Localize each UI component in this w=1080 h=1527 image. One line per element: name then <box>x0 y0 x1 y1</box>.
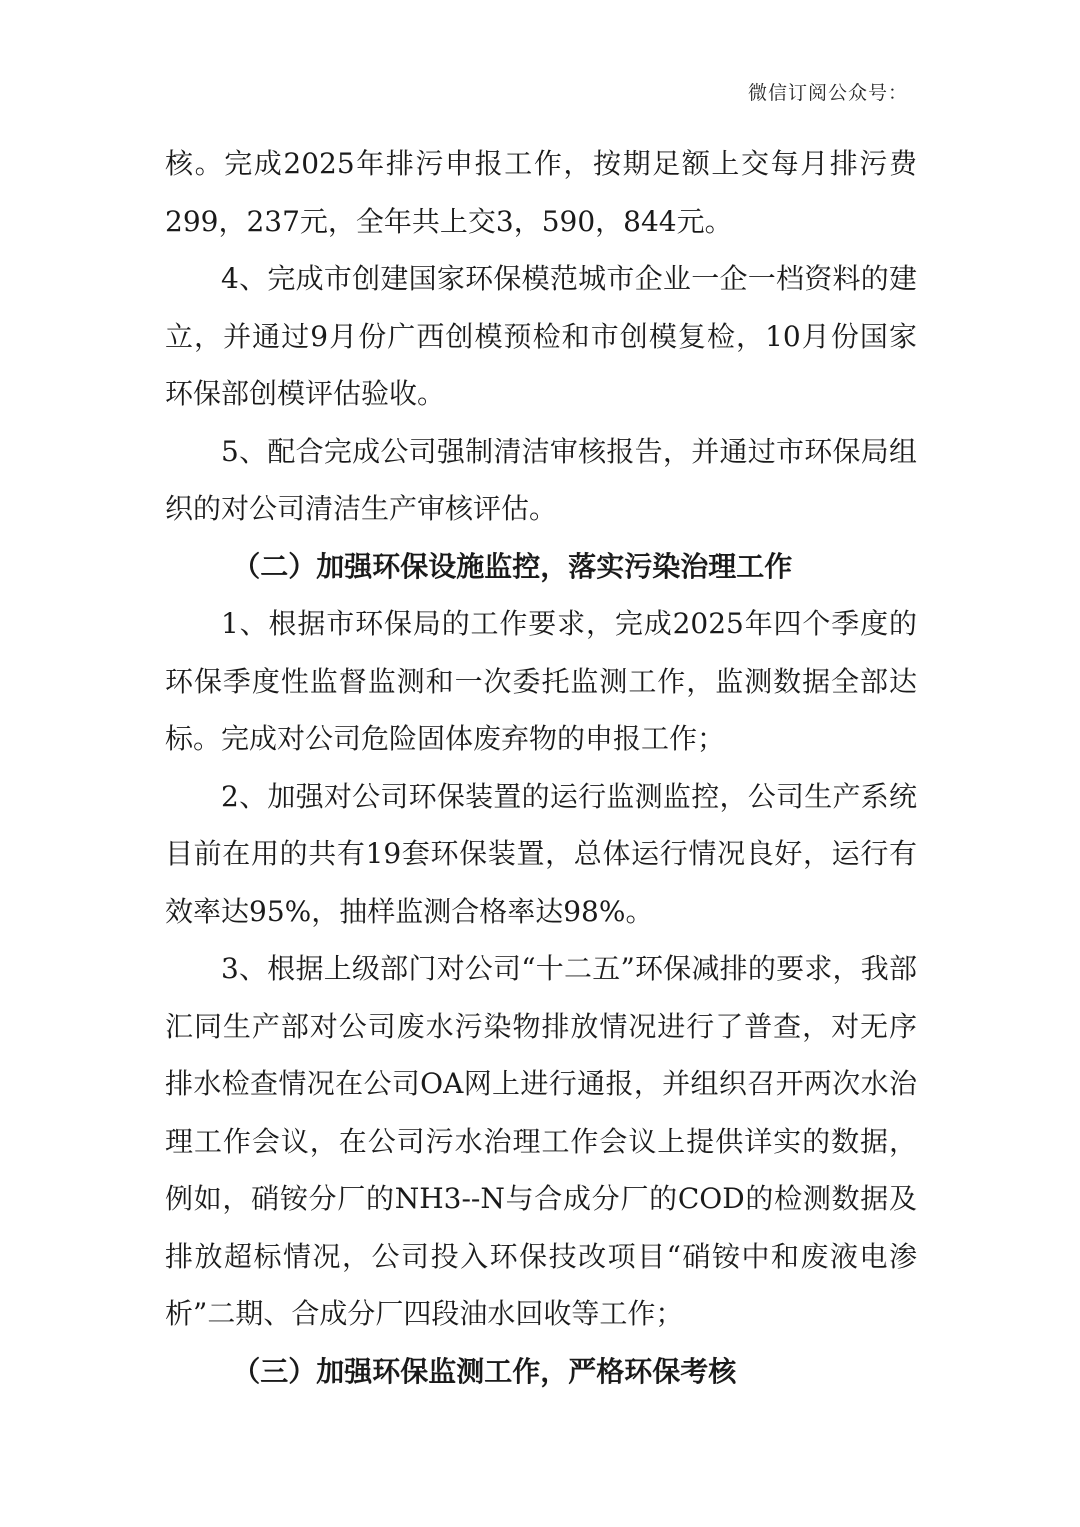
paragraph-3: 5、配合完成公司强制清洁审核报告，并通过市环保局组织的对公司清洁生产审核评估。 <box>165 434 917 525</box>
paragraph-5: 2、加强对公司环保装置的运行监测监控，公司生产系统目前在用的共有19套环保装置，总体运行情况良好，运行有效率达95%，抽样监测合格率达98%。 <box>165 779 917 928</box>
section-heading-3: （三）加强环保监测工作，严格环保考核 <box>232 1354 737 1388</box>
paragraph-4: 1、根据市环保局的工作要求，完成2025年四个季度的环保季度性监督监测和一次委托监测工作，监测数据全部达标。完成对公司危险固体废弃物的申报工作； <box>165 607 917 755</box>
section-heading-2: （二）加强环保设施监控，落实污染治理工作 <box>232 549 793 583</box>
paragraph-1: 核。完成2025年排污申报工作，按期足额上交每月排污费299，237元，全年共上交3，590，844元。 <box>165 147 917 238</box>
document-body <box>165 135 917 1400</box>
paragraph-2: 4、完成市创建国家环保模范城市企业一企一档资料的建立，并通过9月份广西创模预检和市创模复检，10月份国家环保部创模评估验收。 <box>165 262 917 410</box>
paragraph-6: 3、根据上级部门对公司“十二五”环保减排的要求，我部汇同生产部对公司废水污染物排放情况进行了普查，对无序排水检查情况在公司OA网上进行通报，并组织召开两次水治理工作会议，在公司污水治理工作会议上提供详实的数据，例如，硝铵分厂的NH3--N与合成分厂的COD的检测数据及排放超标情况，公司投入环保技改项目“硝铵中和废液电渗析”二期、合成分厂四段油水回收等工作； <box>165 952 917 1330</box>
header-note: 微信订阅公众号： <box>747 82 908 104</box>
